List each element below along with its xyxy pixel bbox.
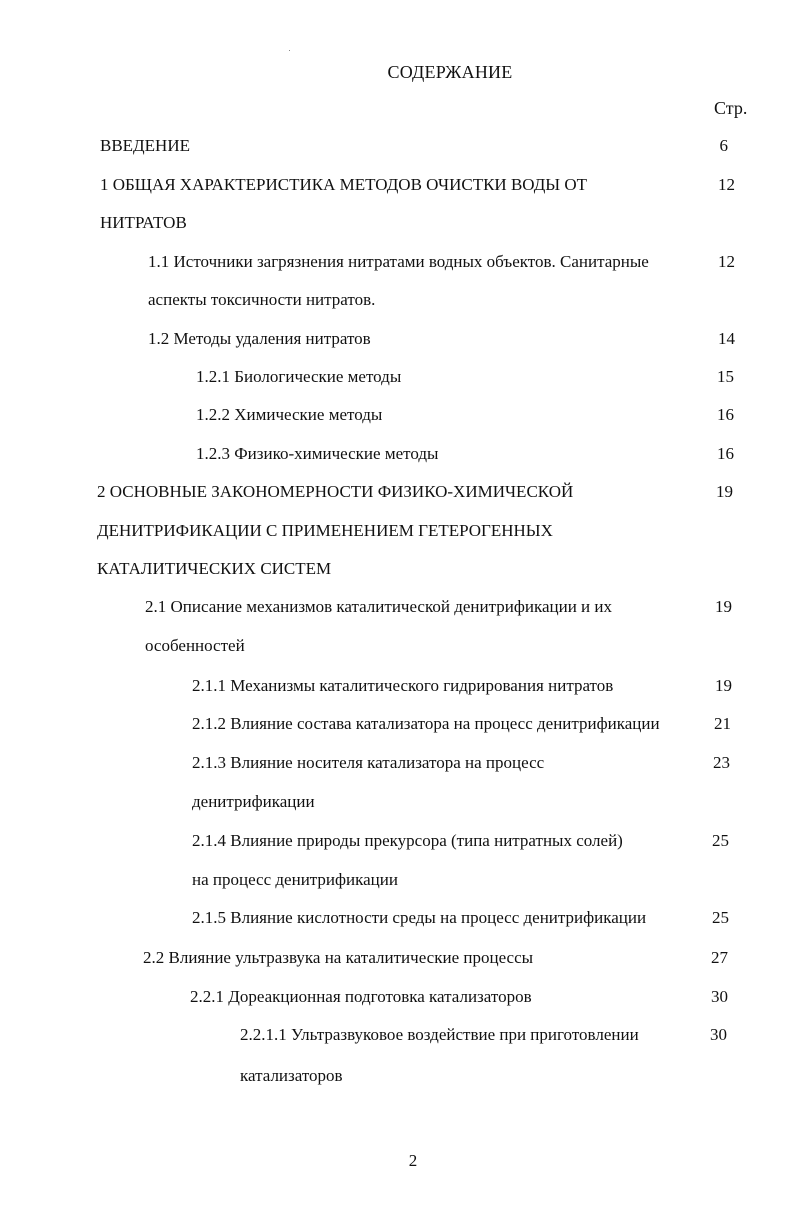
- page-title: СОДЕРЖАНИЕ: [387, 62, 513, 82]
- toc-entry-page: 25: [712, 831, 729, 850]
- toc-entry-text: 2.1 Описание механизмов каталитической денитрификации и их: [145, 597, 612, 616]
- toc-entry-text: НИТРАТОВ: [100, 213, 187, 232]
- toc-entry-text: ДЕНИТРИФИКАЦИИ С ПРИМЕНЕНИЕМ ГЕТЕРОГЕННЫХ: [97, 521, 553, 540]
- toc-entry-text: 2.2.1.1 Ультразвуковое воздействие при приготовлении: [240, 1025, 639, 1044]
- toc-entry-text: 2.1.1 Механизмы каталитического гидрирования нитратов: [192, 676, 614, 695]
- toc-entry-page: 16: [717, 405, 734, 424]
- toc-entry-page: 21: [714, 714, 731, 733]
- toc-entry-page: 23: [713, 753, 730, 772]
- toc-entry-text: катализаторов: [240, 1066, 343, 1085]
- toc-entry-page: 15: [717, 367, 734, 386]
- toc-entry-text: КАТАЛИТИЧЕСКИХ СИСТЕМ: [97, 559, 332, 578]
- toc-entry-text: 2.1.5 Влияние кислотности среды на процесс денитрификации: [192, 908, 647, 927]
- toc-entry-text: 2.2.1 Дореакционная подготовка катализаторов: [190, 987, 532, 1006]
- scan-speck: [289, 50, 290, 51]
- toc-entry-text: 2.1.4 Влияние природы прекурсора (типа нитратных солей): [192, 831, 623, 850]
- toc-entry-text: 2.1.2 Влияние состава катализатора на процесс денитрификации: [192, 714, 660, 733]
- toc-entry-page: 16: [717, 444, 734, 463]
- toc-entry-page: 14: [718, 329, 735, 348]
- toc-entry-page: 12: [718, 175, 735, 194]
- toc-entry-page: 19: [716, 482, 733, 501]
- toc-entry-page: 12: [718, 252, 735, 271]
- toc-entry-text: денитрификации: [192, 792, 315, 811]
- page-column-header: Стр.: [714, 98, 748, 118]
- toc-entry-text: на процесс денитрификации: [192, 870, 398, 889]
- toc-entry-page: 19: [715, 597, 732, 616]
- toc-entry-text: аспекты токсичности нитратов.: [148, 290, 376, 309]
- toc-entry-text: 1.2.1 Биологические методы: [196, 367, 402, 386]
- page-number: 2: [408, 1151, 418, 1170]
- toc-entry-text: ВВЕДЕНИЕ: [100, 136, 190, 155]
- toc-entry-text: особенностей: [145, 636, 245, 655]
- toc-entry-page: 27: [711, 948, 728, 967]
- toc-entry-page: 30: [710, 1025, 727, 1044]
- toc-entry-text: 2.2 Влияние ультразвука на каталитические процессы: [143, 948, 534, 967]
- toc-entry-text: 1 ОБЩАЯ ХАРАКТЕРИСТИКА МЕТОДОВ ОЧИСТКИ ВОДЫ ОТ: [100, 175, 588, 194]
- toc-entry-text: 1.2 Методы удаления нитратов: [148, 329, 371, 348]
- toc-entry-page: 25: [712, 908, 729, 927]
- toc-entry-page: 6: [719, 136, 728, 155]
- toc-entry-text: 1.1 Источники загрязнения нитратами водных объектов. Санитарные: [148, 252, 649, 271]
- toc-entry-page: 30: [711, 987, 728, 1006]
- toc-entry-text: 1.2.3 Физико-химические методы: [196, 444, 439, 463]
- toc-entry-page: 19: [715, 676, 732, 695]
- toc-entry-text: 2 ОСНОВНЫЕ ЗАКОНОМЕРНОСТИ ФИЗИКО-ХИМИЧЕСКОЙ: [97, 482, 574, 501]
- toc-entry-text: 1.2.2 Химические методы: [196, 405, 383, 424]
- toc-entry-text: 2.1.3 Влияние носителя катализатора на процесс: [192, 753, 545, 772]
